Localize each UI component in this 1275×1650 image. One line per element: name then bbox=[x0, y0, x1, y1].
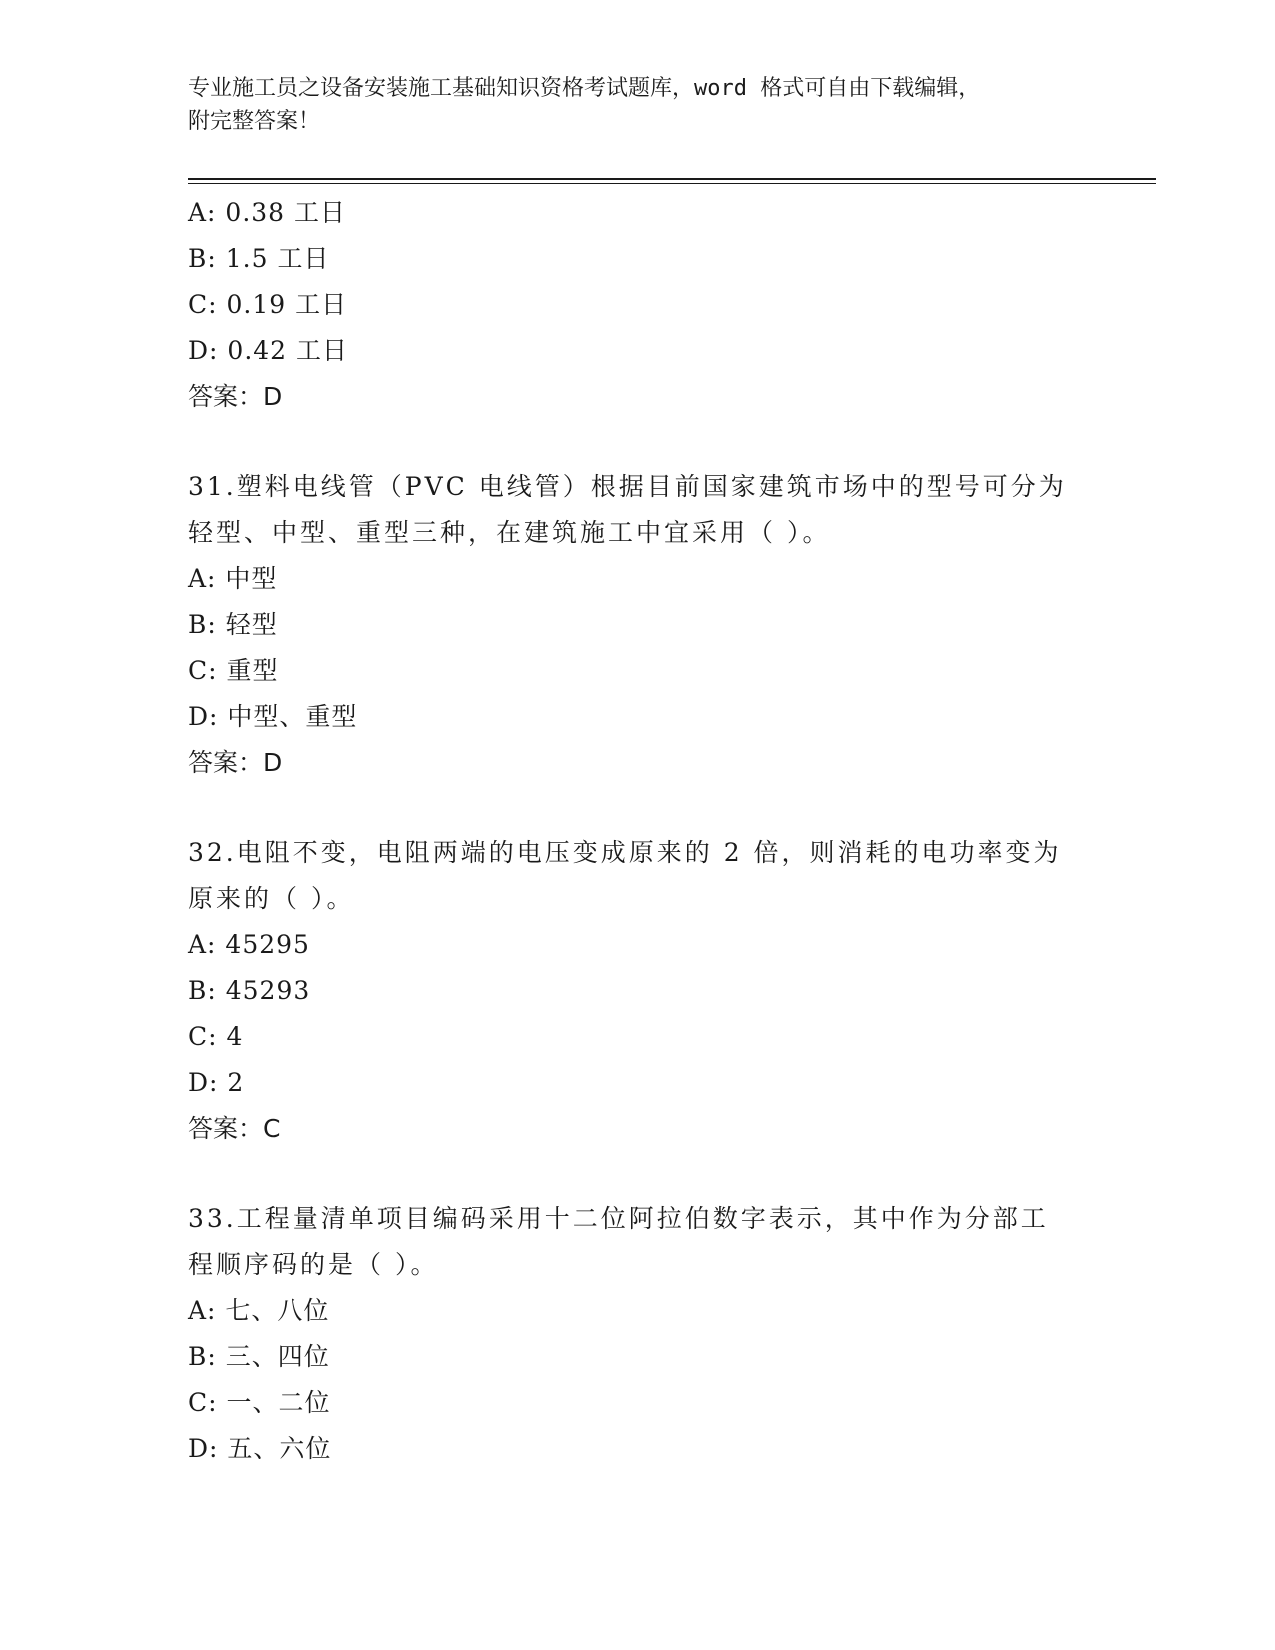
question-text-line-1: 32.电阻不变，电阻两端的电压变成原来的 2 倍，则消耗的电功率变为 bbox=[188, 838, 1062, 867]
question-text-line-1: 33.工程量清单项目编码采用十二位阿拉伯数字表示，其中作为分部工 bbox=[188, 1204, 1049, 1233]
header-line-2: 附完整答案！ bbox=[188, 109, 321, 134]
option-b: B: 1.5 工日 bbox=[188, 244, 330, 273]
option-d: D: 2 bbox=[188, 1068, 245, 1097]
header-rule-thin bbox=[188, 183, 1156, 184]
document-header bbox=[188, 72, 1068, 138]
option-d: D: 五、六位 bbox=[188, 1434, 332, 1463]
document-content bbox=[188, 190, 1088, 1472]
header-rule-thick bbox=[188, 178, 1156, 180]
prev-question-block bbox=[188, 190, 1088, 420]
option-a: A: 中型 bbox=[188, 564, 278, 593]
option-d: D: 0.42 工日 bbox=[188, 336, 349, 365]
option-c: C: 4 bbox=[188, 1022, 244, 1051]
question-text-line-1: 31.塑料电线管（PVC 电线管）根据目前国家建筑市场中的型号可分为 bbox=[188, 472, 1067, 501]
answer-line: 答案：D bbox=[188, 382, 283, 411]
option-a: A: 45295 bbox=[188, 930, 310, 959]
question-31 bbox=[188, 464, 1088, 786]
question-33 bbox=[188, 1196, 1088, 1472]
option-a: A: 七、八位 bbox=[188, 1296, 330, 1325]
option-c: C: 一、二位 bbox=[188, 1388, 331, 1417]
answer-line: 答案：D bbox=[188, 748, 283, 777]
question-text-line-2: 轻型、中型、重型三种，在建筑施工中宜采用（ ）。 bbox=[188, 518, 831, 547]
option-a: A: 0.38 工日 bbox=[188, 198, 347, 227]
question-text-line-2: 原来的（ ）。 bbox=[188, 884, 355, 913]
option-b: B: 轻型 bbox=[188, 610, 278, 639]
answer-line: 答案：C bbox=[188, 1114, 281, 1143]
header-line-1: 专业施工员之设备安装施工基础知识资格考试题库，word 格式可自由下载编辑， bbox=[188, 76, 981, 101]
option-b: B: 45293 bbox=[188, 976, 311, 1005]
option-c: C: 重型 bbox=[188, 656, 279, 685]
option-b: B: 三、四位 bbox=[188, 1342, 330, 1371]
option-d: D: 中型、重型 bbox=[188, 702, 358, 731]
question-text-line-2: 程顺序码的是（ ）。 bbox=[188, 1250, 439, 1279]
question-32 bbox=[188, 830, 1088, 1152]
option-c: C: 0.19 工日 bbox=[188, 290, 348, 319]
